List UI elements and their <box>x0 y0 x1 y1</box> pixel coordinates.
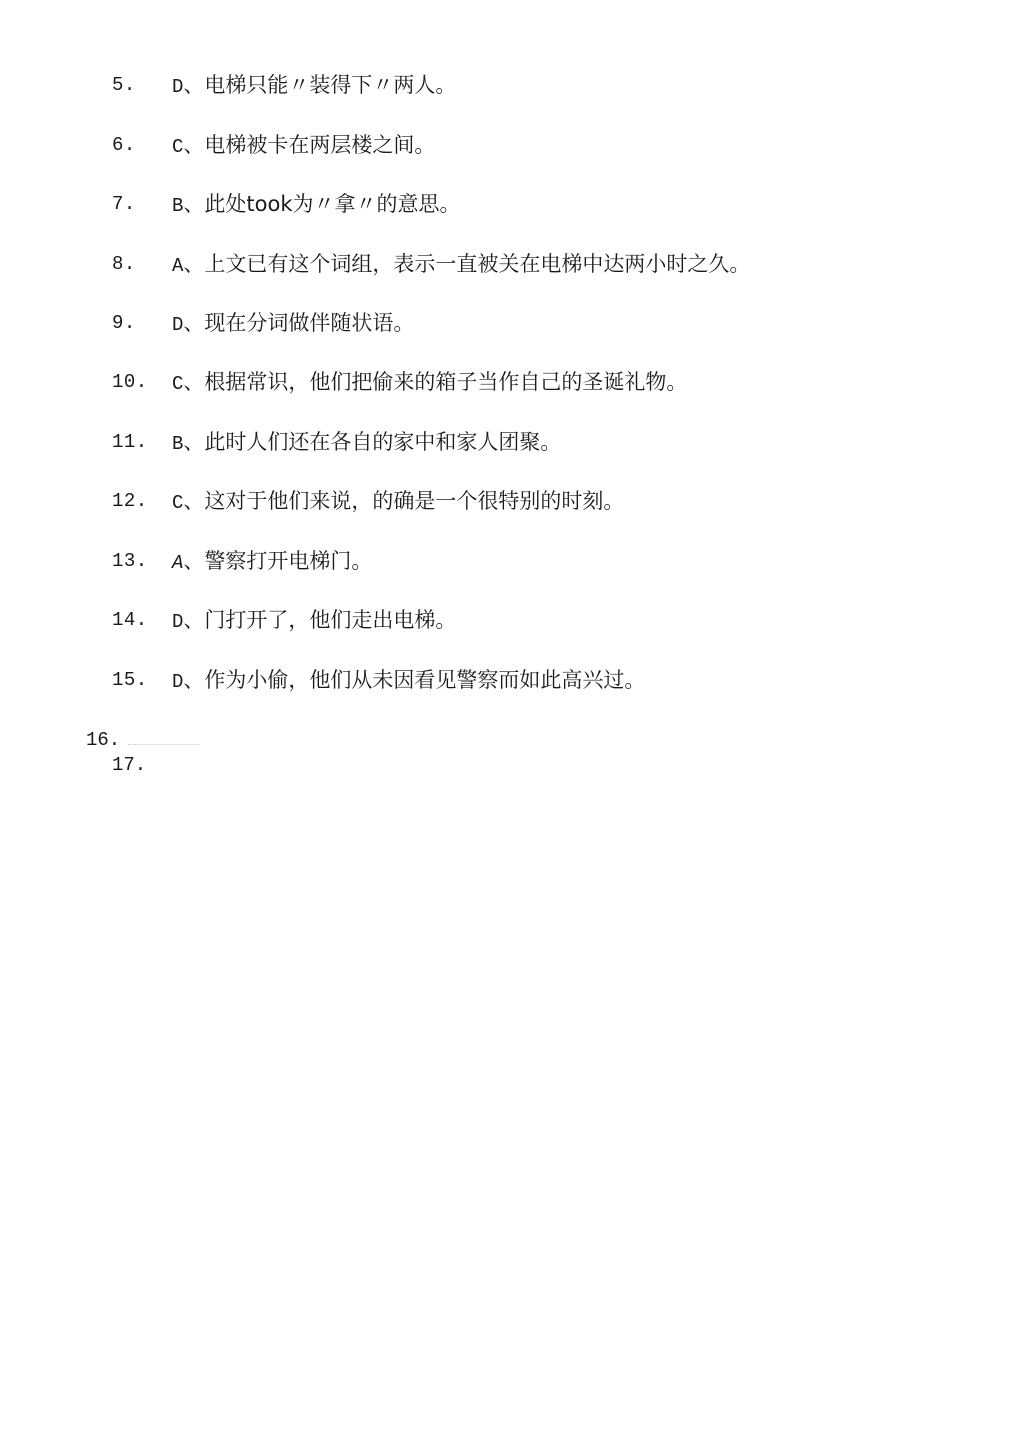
question-number: 15. <box>112 669 148 691</box>
answer-letter: C <box>172 373 184 395</box>
answer-item-5 <box>0 65 1024 105</box>
answer-explanation <box>172 184 461 226</box>
question-number-16: 16. <box>86 729 121 751</box>
answer-letter: B <box>172 433 184 455</box>
answer-explanation <box>172 65 456 107</box>
answer-letter: D <box>172 76 184 98</box>
answer-item-12 <box>0 481 1024 521</box>
answer-explanation <box>172 600 456 642</box>
answer-separator: 、 <box>183 430 205 454</box>
answer-explanation <box>172 541 372 583</box>
answer-explanation <box>172 362 687 404</box>
answer-separator: 、 <box>183 608 205 632</box>
answer-text: 此时人们还在各自的家中和家人团聚。 <box>204 430 562 454</box>
answer-letter: C <box>172 136 184 158</box>
answer-letter: C <box>172 492 184 514</box>
answer-letter: A <box>172 255 184 277</box>
answer-explanation <box>172 481 624 523</box>
answer-item-13 <box>0 541 1024 581</box>
answer-letter: A <box>172 552 184 574</box>
answer-separator: 、 <box>183 133 205 157</box>
answer-text: 根据常识，他们把偷来的箱子当作自己的圣诞礼物。 <box>204 370 688 394</box>
answer-text: 作为小偷，他们从未因看见警察而如此高兴过。 <box>204 668 646 692</box>
answer-text: 电梯只能〃装得下〃两人。 <box>204 73 457 97</box>
answer-text: 门打开了，他们走出电梯。 <box>204 608 457 632</box>
answer-item-10 <box>0 362 1024 402</box>
answer-separator: 、 <box>183 668 205 692</box>
question-number: 8. <box>112 253 136 275</box>
answer-explanation <box>172 125 435 167</box>
answer-separator: 、 <box>183 192 205 216</box>
answer-item-14 <box>0 600 1024 640</box>
answer-separator: 、 <box>183 311 205 335</box>
question-number: 11. <box>112 431 148 453</box>
answer-separator: 、 <box>183 489 205 513</box>
question-number: 6. <box>112 134 136 156</box>
answer-item-8 <box>0 244 1024 284</box>
answer-letter: D <box>172 671 184 693</box>
answer-item-11 <box>0 422 1024 462</box>
answer-item-9 <box>0 303 1024 343</box>
answer-item-15 <box>0 660 1024 700</box>
question-number: 13. <box>112 550 148 572</box>
question-number: 12. <box>112 490 148 512</box>
answer-text: 警察打开电梯门。 <box>204 549 373 573</box>
answer-explanation <box>172 422 561 464</box>
answer-text: 此处took为〃拿〃的意思。 <box>204 192 461 216</box>
question-number-17: 17. <box>112 754 147 776</box>
answer-separator: 、 <box>183 73 205 97</box>
answer-item-6 <box>0 125 1024 165</box>
question-number: 9. <box>112 312 136 334</box>
question-number: 14. <box>112 609 148 631</box>
question-number: 5. <box>112 74 136 96</box>
answer-text: 这对于他们来说，的确是一个很特别的时刻。 <box>204 489 625 513</box>
answer-explanation <box>172 244 750 286</box>
answer-separator: 、 <box>183 252 205 276</box>
answer-letter: D <box>172 611 184 633</box>
answer-explanation <box>172 660 645 702</box>
answer-separator: 、 <box>183 370 205 394</box>
answer-separator: 、 <box>183 549 205 573</box>
answer-letter: B <box>172 195 184 217</box>
answer-letter: D <box>172 314 184 336</box>
faint-blank-line <box>128 744 200 747</box>
answer-text: 上文已有这个词组，表示一直被关在电梯中达两小时之久。 <box>204 252 751 276</box>
answer-text: 现在分词做伴随状语。 <box>204 311 415 335</box>
answer-item-7 <box>0 184 1024 224</box>
answer-text: 电梯被卡在两层楼之间。 <box>204 133 436 157</box>
answer-explanation <box>172 303 414 345</box>
question-number: 7. <box>112 193 136 215</box>
question-number: 10. <box>112 371 148 393</box>
